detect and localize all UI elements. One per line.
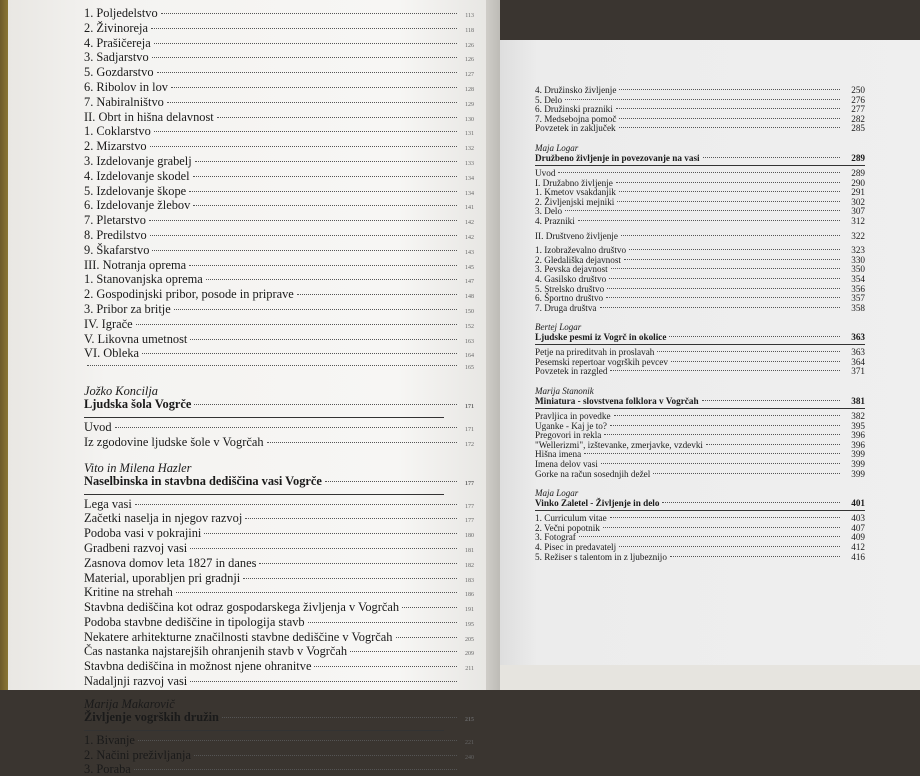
toc-entry-page: 150 bbox=[465, 308, 474, 315]
toc-entry-title: Vinko Zaletel - Življenje in delo bbox=[535, 498, 660, 509]
toc-entry-title: 3. Poraba bbox=[84, 762, 131, 776]
toc-entry-title: 6. Ribolov in lov bbox=[84, 79, 168, 94]
toc-entry-title: Petje na prireditvah in proslavah bbox=[535, 347, 655, 358]
toc-entry-title: Zasnova domov leta 1827 in danes bbox=[84, 555, 257, 570]
section-author: Jožko Koncilja bbox=[84, 383, 158, 398]
toc-entry-title: Pravljica in povedke bbox=[535, 411, 611, 422]
leader-dots bbox=[152, 250, 457, 251]
toc-entry bbox=[535, 470, 865, 480]
toc-entry-page: 130 bbox=[465, 116, 474, 123]
toc-entry-page: 282 bbox=[851, 113, 865, 124]
toc-entry bbox=[84, 434, 474, 452]
toc-entry-page: 180 bbox=[465, 533, 474, 540]
leader-dots bbox=[402, 607, 457, 608]
leader-dots bbox=[706, 444, 840, 445]
toc-entry-title: 1. Izobraževalno društvo bbox=[535, 245, 627, 256]
toc-entry-title: 5. Gozdarstvo bbox=[84, 65, 154, 80]
toc-entry-page: 171 bbox=[465, 403, 474, 410]
toc-entry-page: 291 bbox=[851, 187, 865, 198]
toc-entry-title: 3. Sadjarstvo bbox=[84, 50, 149, 65]
toc-entry-title: Nadaljnji razvoj vasi bbox=[84, 674, 188, 689]
leader-dots bbox=[154, 43, 457, 44]
toc-entry-title: 3. Fotograf bbox=[535, 532, 576, 543]
toc-entry-title: 6. Družinski prazniki bbox=[535, 104, 613, 115]
section-heading bbox=[535, 498, 865, 508]
toc-entry bbox=[535, 124, 865, 134]
section-heading bbox=[535, 396, 865, 406]
section-author: Marija Stanonik bbox=[535, 386, 594, 397]
leader-dots bbox=[149, 220, 457, 221]
section-heading bbox=[84, 398, 474, 414]
toc-entry-title: 5. Režiser s talentom in z ljubeznijo bbox=[535, 551, 667, 562]
toc-entry-title: 7. Nabiralništvo bbox=[84, 94, 164, 109]
toc-entry-page: 148 bbox=[465, 294, 474, 301]
toc-entry-page: 177 bbox=[465, 518, 474, 525]
leader-dots bbox=[297, 294, 457, 295]
toc-entry-page: 363 bbox=[851, 347, 865, 358]
leader-dots bbox=[189, 265, 457, 266]
leader-dots bbox=[619, 191, 840, 192]
toc-entry-page: 357 bbox=[851, 293, 865, 304]
toc-entry-page: 403 bbox=[851, 513, 865, 524]
toc-entry-title: 6. Izdelovanje žlebov bbox=[84, 198, 191, 213]
leader-dots bbox=[616, 182, 840, 183]
leader-dots bbox=[565, 210, 840, 211]
toc-entry-title: 1. Bivanje bbox=[84, 732, 135, 747]
toc-entry bbox=[535, 198, 865, 208]
toc-entry-page: 183 bbox=[465, 577, 474, 584]
section-rule bbox=[84, 417, 444, 418]
toc-entry-page: 396 bbox=[851, 430, 865, 441]
leader-dots bbox=[206, 279, 457, 280]
section-rule bbox=[535, 165, 865, 166]
toc-entry-title: Podoba stavbne dediščine in tipologija stavb bbox=[84, 614, 305, 629]
toc-entry-title: Čas nastanka najstarejših ohranjenih stavb v Vogrčah bbox=[84, 644, 348, 659]
toc-entry-title: 2. Gospodinjski pribor, posode in priprave bbox=[84, 287, 294, 302]
leader-dots bbox=[669, 336, 840, 337]
leader-dots bbox=[578, 220, 840, 221]
leader-dots bbox=[610, 425, 840, 426]
toc-entry-page: 205 bbox=[465, 636, 474, 643]
toc-entry bbox=[84, 301, 474, 319]
leader-dots bbox=[190, 681, 457, 682]
leader-dots bbox=[616, 108, 840, 109]
leader-dots bbox=[195, 161, 457, 162]
section-rule bbox=[535, 510, 865, 511]
toc-entry-title: 5. Strelsko društvo bbox=[535, 283, 605, 294]
toc-entry-title: 4. Prazniki bbox=[535, 215, 575, 226]
toc-entry-title: Stavbna dediščina in možnost njene ohranitve bbox=[84, 659, 312, 674]
toc-entry-title: 4. Izdelovanje skodel bbox=[84, 168, 190, 183]
toc-entry-title: 9. Škafarstvo bbox=[84, 242, 150, 257]
leader-dots bbox=[157, 72, 457, 73]
toc-entry-page: 143 bbox=[465, 249, 474, 256]
toc-entry-page: 126 bbox=[465, 42, 474, 49]
toc-entry-page: 191 bbox=[465, 607, 474, 614]
toc-entry-title: Pregovori in rekla bbox=[535, 430, 602, 441]
toc-entry-title: 7. Druga društva bbox=[535, 302, 597, 313]
leader-dots bbox=[193, 176, 457, 177]
toc-entry-title: Nekatere arhitekturne značilnosti stavbne dediščine v Vogrčah bbox=[84, 629, 393, 644]
toc-entry-title: 7. Pletarstvo bbox=[84, 213, 146, 228]
toc-entry bbox=[84, 363, 474, 375]
leader-dots bbox=[703, 157, 840, 158]
toc-entry-page: 134 bbox=[465, 190, 474, 197]
toc-entry bbox=[535, 304, 865, 314]
toc-entry bbox=[535, 367, 865, 377]
toc-entry-title: Stavbna dediščina kot odraz gospodarskega življenja v Vogrčah bbox=[84, 600, 400, 615]
leader-dots bbox=[670, 556, 840, 557]
toc-entry-title: 1. Poljedelstvo bbox=[84, 6, 158, 20]
leader-dots bbox=[653, 473, 840, 474]
toc-entry-page: 401 bbox=[851, 498, 865, 509]
leader-dots bbox=[176, 592, 457, 593]
leader-dots bbox=[662, 502, 840, 503]
toc-entry-title: Kritine na strehah bbox=[84, 585, 173, 600]
toc-entry-title: Podoba vasi v pokrajini bbox=[84, 526, 202, 541]
toc-entry-title: Začetki naselja in njegov razvoj bbox=[84, 511, 243, 526]
leader-dots bbox=[243, 578, 457, 579]
leader-dots bbox=[152, 57, 457, 58]
toc-entry-page: 215 bbox=[465, 716, 474, 723]
toc-entry-title: 2. Večni popotnik bbox=[535, 522, 600, 533]
leader-dots bbox=[174, 309, 457, 310]
toc-entry bbox=[535, 441, 865, 451]
leader-dots bbox=[604, 434, 840, 435]
section-rule bbox=[535, 344, 865, 345]
toc-entry-title: 4. Družinsko življenje bbox=[535, 85, 617, 95]
leader-dots bbox=[565, 99, 840, 100]
toc-entry-page: 277 bbox=[851, 104, 865, 115]
toc-entry-page: 364 bbox=[851, 356, 865, 367]
toc-entry-page: 330 bbox=[851, 254, 865, 265]
toc-entry-title: I. Družabno življenje bbox=[535, 177, 613, 188]
toc-entry-page: 142 bbox=[465, 234, 474, 241]
toc-entry-title: Uvod bbox=[84, 419, 112, 434]
leader-dots bbox=[150, 146, 457, 147]
toc-entry bbox=[535, 524, 865, 534]
toc-entry-title: Ljudska šola Vogrče bbox=[84, 396, 192, 411]
toc-entry-page: 399 bbox=[851, 468, 865, 479]
toc-entry-page: 289 bbox=[851, 167, 865, 178]
leader-dots bbox=[702, 400, 840, 401]
toc-entry-page: 163 bbox=[465, 338, 474, 345]
toc-entry-title: V. Likovna umetnost bbox=[84, 331, 188, 346]
toc-entry-title: Gradbeni razvoj vasi bbox=[84, 540, 188, 555]
toc-entry-page: 181 bbox=[465, 547, 474, 554]
leader-dots bbox=[614, 415, 840, 416]
toc-entry-title: 6. Športno društvo bbox=[535, 293, 604, 304]
toc-entry-page: 152 bbox=[465, 323, 474, 330]
toc-entry-title: 2. Živinoreja bbox=[84, 20, 148, 35]
leader-dots bbox=[190, 339, 457, 340]
leader-dots bbox=[245, 518, 457, 519]
section-heading bbox=[84, 475, 474, 491]
leader-dots bbox=[222, 717, 457, 718]
section-author: Maja Logar bbox=[535, 488, 579, 499]
toc-entry bbox=[84, 348, 474, 363]
toc-entry-page: 221 bbox=[465, 739, 474, 746]
toc-entry-title: "Wellerizmi", izštevanke, zmerjavke, vzdevki bbox=[535, 439, 703, 450]
leader-dots bbox=[584, 453, 840, 454]
leader-dots bbox=[154, 131, 457, 132]
toc-entry bbox=[535, 232, 865, 242]
leader-dots bbox=[150, 235, 457, 236]
toc-entry-title: 3. Pevska dejavnost bbox=[535, 264, 608, 275]
toc-entry-title: Življenje vogrških družin bbox=[84, 709, 219, 724]
toc-entry-page: 129 bbox=[465, 101, 474, 108]
leader-dots bbox=[171, 87, 457, 88]
leader-dots bbox=[600, 307, 841, 308]
toc-entry bbox=[535, 207, 865, 217]
leader-dots bbox=[325, 481, 457, 482]
leader-dots bbox=[610, 517, 840, 518]
leader-dots bbox=[138, 740, 457, 741]
toc-entry-page: 177 bbox=[465, 503, 474, 510]
toc-entry-title: Pesemski repertoar vogrških pevcev bbox=[535, 356, 668, 367]
toc-entry-title: 2. Mizarstvo bbox=[84, 139, 147, 154]
toc-entry-page: 302 bbox=[851, 196, 865, 207]
toc-entry-page: 399 bbox=[851, 449, 865, 460]
toc-entry-page: 312 bbox=[851, 215, 865, 226]
toc-entry-page: 416 bbox=[851, 551, 865, 562]
toc-entry-title: 2. Življenjski mejniki bbox=[535, 196, 615, 207]
toc-entry-page: 290 bbox=[851, 177, 865, 188]
toc-entry-title: 2. Načini preživljanja bbox=[84, 747, 191, 762]
leader-dots bbox=[671, 361, 840, 362]
toc-entry-page: 211 bbox=[465, 666, 474, 673]
toc-entry bbox=[84, 732, 474, 750]
section-heading bbox=[535, 332, 865, 342]
leader-dots bbox=[603, 527, 840, 528]
leader-dots bbox=[396, 637, 457, 638]
toc-entry-title: 2. Gledališka dejavnost bbox=[535, 254, 621, 265]
toc-entry-page: 195 bbox=[465, 621, 474, 628]
leader-dots bbox=[204, 533, 457, 534]
left-page-toc bbox=[84, 8, 474, 776]
leader-dots bbox=[609, 278, 840, 279]
section-rule bbox=[84, 730, 444, 731]
toc-entry bbox=[535, 86, 865, 96]
toc-entry-page: 356 bbox=[851, 283, 865, 294]
toc-entry-page: 165 bbox=[465, 365, 474, 372]
leader-dots bbox=[190, 548, 457, 549]
leader-dots bbox=[601, 463, 840, 464]
section-author: Maja Logar bbox=[535, 142, 579, 153]
leader-dots bbox=[657, 351, 840, 352]
toc-entry-title: Uvod bbox=[535, 167, 556, 178]
toc-entry-page: 126 bbox=[465, 57, 474, 64]
toc-entry bbox=[535, 217, 865, 227]
toc-entry-page: 285 bbox=[851, 123, 865, 134]
leader-dots bbox=[619, 127, 840, 128]
leader-dots bbox=[134, 769, 457, 770]
leader-dots bbox=[579, 536, 840, 537]
leader-dots bbox=[193, 205, 457, 206]
toc-entry bbox=[84, 764, 474, 776]
toc-entry-page: 358 bbox=[851, 302, 865, 313]
toc-entry bbox=[84, 747, 474, 765]
toc-entry-page: 396 bbox=[851, 439, 865, 450]
leader-dots bbox=[161, 13, 457, 14]
toc-entry-title: Imena delov vasi bbox=[535, 459, 598, 470]
section-rule bbox=[84, 494, 444, 495]
toc-entry-page: 289 bbox=[851, 152, 865, 163]
toc-entry-page: 164 bbox=[465, 353, 474, 360]
toc-entry-title: II. Društveno življenje bbox=[535, 230, 618, 241]
toc-entry-title: 7. Medsebojna pomoč bbox=[535, 113, 617, 124]
toc-entry-page: 363 bbox=[851, 332, 865, 343]
toc-entry-page: 382 bbox=[851, 411, 865, 422]
toc-entry-page: 142 bbox=[465, 220, 474, 227]
leader-dots bbox=[621, 235, 840, 236]
toc-entry-page: 381 bbox=[851, 396, 865, 407]
toc-entry-page: 407 bbox=[851, 522, 865, 533]
toc-entry-page: 395 bbox=[851, 420, 865, 431]
toc-entry-title: 3. Delo bbox=[535, 206, 563, 217]
leader-dots bbox=[624, 259, 840, 260]
toc-entry-title: Lega vasi bbox=[84, 496, 132, 511]
toc-entry-title: Uganke - Kaj je to? bbox=[535, 420, 607, 431]
leader-dots bbox=[350, 651, 457, 652]
toc-entry-title: 4. Gasilsko društvo bbox=[535, 273, 607, 284]
leader-dots bbox=[314, 666, 457, 667]
leader-dots bbox=[115, 427, 457, 428]
toc-entry-title: 1. Stanovanjska oprema bbox=[84, 272, 203, 287]
toc-entry-page: 371 bbox=[851, 366, 865, 377]
leader-dots bbox=[194, 404, 457, 405]
section-heading bbox=[535, 153, 865, 163]
toc-entry-page: 182 bbox=[465, 562, 474, 569]
table-surface bbox=[495, 665, 920, 690]
toc-entry-title: Povzetek in razgled bbox=[535, 366, 608, 377]
toc-entry-title: 3. Pribor za britje bbox=[84, 301, 171, 316]
leader-dots bbox=[142, 353, 457, 354]
toc-entry-page: 118 bbox=[465, 27, 474, 34]
section-author: Vito in Milena Hazler bbox=[84, 460, 192, 475]
toc-entry-page: 127 bbox=[465, 72, 474, 79]
toc-entry-title: IV. Igrače bbox=[84, 316, 133, 331]
toc-entry bbox=[535, 553, 865, 563]
toc-entry-page: 250 bbox=[851, 85, 865, 95]
toc-entry-page: 240 bbox=[465, 754, 474, 761]
leader-dots bbox=[619, 89, 840, 90]
toc-entry-title: Ljudske pesmi iz Vogrč in okolice bbox=[535, 332, 667, 343]
toc-entry-page: 209 bbox=[465, 651, 474, 658]
toc-entry-page: 113 bbox=[465, 13, 474, 19]
toc-entry-page: 128 bbox=[465, 86, 474, 93]
toc-entry-page: 350 bbox=[851, 264, 865, 275]
toc-entry-page: 276 bbox=[851, 94, 865, 105]
leader-dots bbox=[87, 365, 457, 366]
leader-dots bbox=[217, 117, 457, 118]
toc-entry-title: Gorke na račun sosednjih dežel bbox=[535, 468, 651, 479]
toc-entry-title: 5. Delo bbox=[535, 94, 563, 105]
toc-entry-page: 354 bbox=[851, 273, 865, 284]
toc-entry-page: 145 bbox=[465, 264, 474, 271]
leader-dots bbox=[617, 201, 840, 202]
leader-dots bbox=[167, 102, 457, 103]
toc-entry-title: Povzetek in zaključek bbox=[535, 123, 616, 134]
leader-dots bbox=[136, 324, 457, 325]
section-heading bbox=[84, 711, 474, 727]
toc-entry-title: 1. Curriculum vitae bbox=[535, 513, 607, 524]
leader-dots bbox=[267, 442, 457, 443]
leader-dots bbox=[135, 504, 457, 505]
toc-entry-page: 132 bbox=[465, 146, 474, 153]
toc-entry-title: 5. Izdelovanje škope bbox=[84, 183, 187, 198]
toc-entry-title: Material, uporabljen pri gradnji bbox=[84, 570, 241, 585]
toc-entry-page: 323 bbox=[851, 245, 865, 256]
leader-dots bbox=[308, 622, 457, 623]
leader-dots bbox=[259, 563, 457, 564]
leader-dots bbox=[610, 370, 840, 371]
toc-entry-title: III. Notranja oprema bbox=[84, 257, 187, 272]
toc-entry-page: 133 bbox=[465, 160, 474, 167]
book-gutter bbox=[486, 0, 500, 690]
leader-dots bbox=[619, 546, 840, 547]
leader-dots bbox=[611, 268, 840, 269]
leader-dots bbox=[151, 28, 457, 29]
toc-entry-title: Iz zgodovine ljudske šole v Vogrčah bbox=[84, 434, 264, 449]
leader-dots bbox=[558, 172, 840, 173]
leader-dots bbox=[606, 297, 840, 298]
toc-entry-title: 8. Predilstvo bbox=[84, 227, 147, 242]
toc-entry-page: 399 bbox=[851, 459, 865, 470]
leader-dots bbox=[607, 288, 840, 289]
toc-entry-page: 186 bbox=[465, 592, 474, 599]
toc-entry-page: 307 bbox=[851, 206, 865, 217]
toc-entry-title: 1. Kmetov vsakdanjik bbox=[535, 187, 616, 198]
leader-dots bbox=[194, 755, 457, 756]
toc-entry-page: 134 bbox=[465, 175, 474, 182]
toc-entry-page: 131 bbox=[465, 131, 474, 138]
leader-dots bbox=[629, 249, 840, 250]
section-rule bbox=[535, 408, 865, 409]
section-author: Bertej Logar bbox=[535, 322, 582, 333]
toc-entry-page: 171 bbox=[465, 426, 474, 433]
toc-entry-title: Družbeno življenje in povezovanje na vasi bbox=[535, 152, 700, 163]
toc-entry-page: 177 bbox=[465, 480, 474, 487]
toc-entry-title: 3. Izdelovanje grabelj bbox=[84, 153, 192, 168]
toc-entry-title: 1. Coklarstvo bbox=[84, 124, 151, 139]
toc-entry-page: 409 bbox=[851, 532, 865, 543]
toc-entry-page: 147 bbox=[465, 279, 474, 286]
right-page-toc bbox=[535, 86, 865, 562]
toc-entry-title: 4. Prašičereja bbox=[84, 35, 151, 50]
leader-dots bbox=[189, 191, 457, 192]
toc-entry-page: 141 bbox=[465, 205, 474, 212]
section-author: Marija Makarovič bbox=[84, 696, 175, 711]
toc-entry-page: 172 bbox=[465, 441, 474, 448]
toc-entry-title: Naselbinska in stavbna dediščina vasi Vogrče bbox=[84, 473, 322, 488]
toc-entry-title: Miniatura - slovstvena folklora v Vogrčah bbox=[535, 396, 699, 407]
leader-dots bbox=[619, 118, 840, 119]
toc-entry-title: VI. Obleka bbox=[84, 346, 140, 361]
toc-entry-title: II. Obrt in hišna delavnost bbox=[84, 109, 214, 124]
toc-entry bbox=[84, 676, 474, 688]
toc-entry-title: Hišna imena bbox=[535, 449, 582, 460]
toc-entry-page: 322 bbox=[851, 230, 865, 241]
toc-entry-title: 4. Pisec in predavatelj bbox=[535, 542, 617, 552]
toc-entry bbox=[84, 331, 474, 349]
toc-entry-page: 412 bbox=[851, 542, 865, 552]
